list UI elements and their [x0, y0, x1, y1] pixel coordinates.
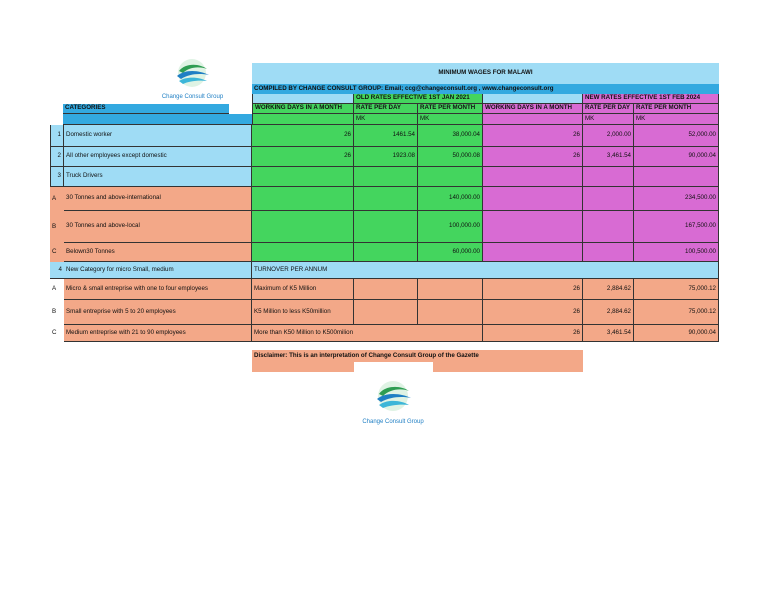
old-rate-day	[354, 279, 418, 300]
old-rate-day	[354, 243, 418, 262]
row-label: Domestic worker	[64, 125, 252, 147]
old-rate-day: 1923.08	[354, 147, 418, 167]
new-days: 26	[483, 325, 583, 342]
header-blank-mid	[483, 94, 583, 104]
old-days	[252, 167, 354, 187]
new-rate-month: 90,000.04	[634, 147, 719, 167]
old-rate-month: 140,000.00	[418, 187, 483, 211]
row-num: C	[50, 243, 64, 262]
new-rate-month: 52,000.00	[634, 125, 719, 147]
turnover-header: TURNOVER PER ANNUM	[252, 262, 719, 279]
turnover-value: Maximum of K5 Million	[252, 279, 354, 300]
compiled-by: COMPILED BY CHANGE CONSULT GROUP: Email; ccg@changeconsult.org , www.changeconsult.org	[252, 84, 719, 94]
row-label: Belown30 Tonnes	[64, 243, 252, 262]
new-rate-day: 3,461.54	[583, 325, 634, 342]
disclaimer: Disclaimer: This is an interpretation of Change Consult Group of the Gazette	[252, 350, 583, 362]
new-working-days-header: WORKING DAYS IN A MONTH	[483, 104, 583, 114]
new-rate-month: 75,000.12	[634, 300, 719, 325]
new-mk-day: MK	[583, 114, 634, 125]
old-rate-month: 50,000.08	[418, 147, 483, 167]
new-days	[483, 211, 583, 243]
new-rate-month	[634, 167, 719, 187]
row-label: Truck Drivers	[64, 167, 252, 187]
new-days	[483, 243, 583, 262]
old-rate-month	[418, 167, 483, 187]
new-rates-header: NEW RATES EFFECTIVE 1ST FEB 2024	[583, 94, 719, 104]
old-days	[252, 187, 354, 211]
new-rate-day: 2,884.62	[583, 279, 634, 300]
old-days	[252, 243, 354, 262]
new-rate-month: 75,000.12	[634, 279, 719, 300]
row-label: Medium entreprise with 21 to 90 employees	[64, 325, 252, 342]
old-rate-month-header: RATE PER MONTH	[418, 104, 483, 114]
old-rate-day	[354, 167, 418, 187]
new-rate-day: 3,461.54	[583, 147, 634, 167]
row-num: B	[50, 211, 64, 243]
old-days: 26	[252, 125, 354, 147]
new-rate-day: 2,000.00	[583, 125, 634, 147]
row-num: B	[50, 300, 64, 325]
logo-bottom	[353, 378, 433, 424]
mk-row-blank-new	[483, 114, 583, 125]
row-num: A	[50, 187, 64, 211]
row-label: Small entreprise with 5 to 20 employees	[64, 300, 252, 325]
row-num: 2	[50, 147, 64, 167]
old-rate-month: 38,000.04	[418, 125, 483, 147]
new-rate-day	[583, 211, 634, 243]
row-label: Micro & small entreprise with one to four employees	[64, 279, 252, 300]
page-title: MINIMUM WAGES FOR MALAWI	[252, 63, 719, 84]
new-days: 26	[483, 147, 583, 167]
row-num: 4	[50, 262, 64, 279]
new-rate-month: 90,000.04	[634, 325, 719, 342]
categories-header: CATEGORIES	[63, 104, 229, 114]
disclaimer-band-left	[252, 362, 354, 372]
row-num: C	[50, 325, 64, 342]
new-rate-day: 2,884.62	[583, 300, 634, 325]
row-num: 3	[50, 167, 64, 187]
new-days: 26	[483, 125, 583, 147]
row-label: 30 Tonnes and above-international	[64, 187, 252, 211]
new-days	[483, 187, 583, 211]
old-working-days-header: WORKING DAYS IN A MONTH	[252, 104, 354, 114]
row-num: 1	[50, 125, 64, 147]
old-rate-month: 60,000.00	[418, 243, 483, 262]
mk-row-blank	[252, 114, 354, 125]
disclaimer-band-right	[433, 362, 583, 372]
new-days	[483, 167, 583, 187]
row-label: New Category for micro Small, medium	[64, 262, 252, 279]
old-rate-day: 1461.54	[354, 125, 418, 147]
new-rate-month-header: RATE PER MONTH	[634, 104, 719, 114]
old-rate-month	[418, 300, 483, 325]
new-rate-day-header: RATE PER DAY	[583, 104, 634, 114]
turnover-value: K5 Million to less K50million	[252, 300, 354, 325]
row-label: 30 Tonnes and above-local	[64, 211, 252, 243]
old-rate-day	[354, 187, 418, 211]
logo-wave-icon	[353, 378, 433, 414]
old-rate-day	[354, 211, 418, 243]
old-rate-day	[354, 300, 418, 325]
new-rate-month: 167,500.00	[634, 211, 719, 243]
new-rate-day	[583, 243, 634, 262]
logo-name: Change Consult Group	[362, 419, 424, 425]
new-rate-month: 100,500.00	[634, 243, 719, 262]
new-mk-month: MK	[634, 114, 719, 125]
header-blank-left	[252, 94, 354, 104]
old-rates-header: OLD RATES EFFECTIVE 1ST JAN 2021	[354, 94, 483, 104]
turnover-value: More than K50 Million to K500milion	[252, 325, 483, 342]
old-mk-day: MK	[354, 114, 418, 125]
logo-name: Change Consult Group	[161, 94, 224, 100]
logo-wave-icon	[155, 57, 230, 89]
old-mk-month: MK	[418, 114, 483, 125]
old-days	[252, 211, 354, 243]
logo-top	[155, 57, 230, 99]
old-rate-month	[418, 279, 483, 300]
new-rate-month: 234,500.00	[634, 187, 719, 211]
old-rate-month: 100,000.00	[418, 211, 483, 243]
mk-row-left	[63, 114, 253, 125]
new-days: 26	[483, 279, 583, 300]
new-rate-day	[583, 187, 634, 211]
new-days: 26	[483, 300, 583, 325]
row-num: A	[50, 279, 64, 300]
row-label: All other employees except domestic	[64, 147, 252, 167]
new-rate-day	[583, 167, 634, 187]
old-days: 26	[252, 147, 354, 167]
old-rate-day-header: RATE PER DAY	[354, 104, 418, 114]
